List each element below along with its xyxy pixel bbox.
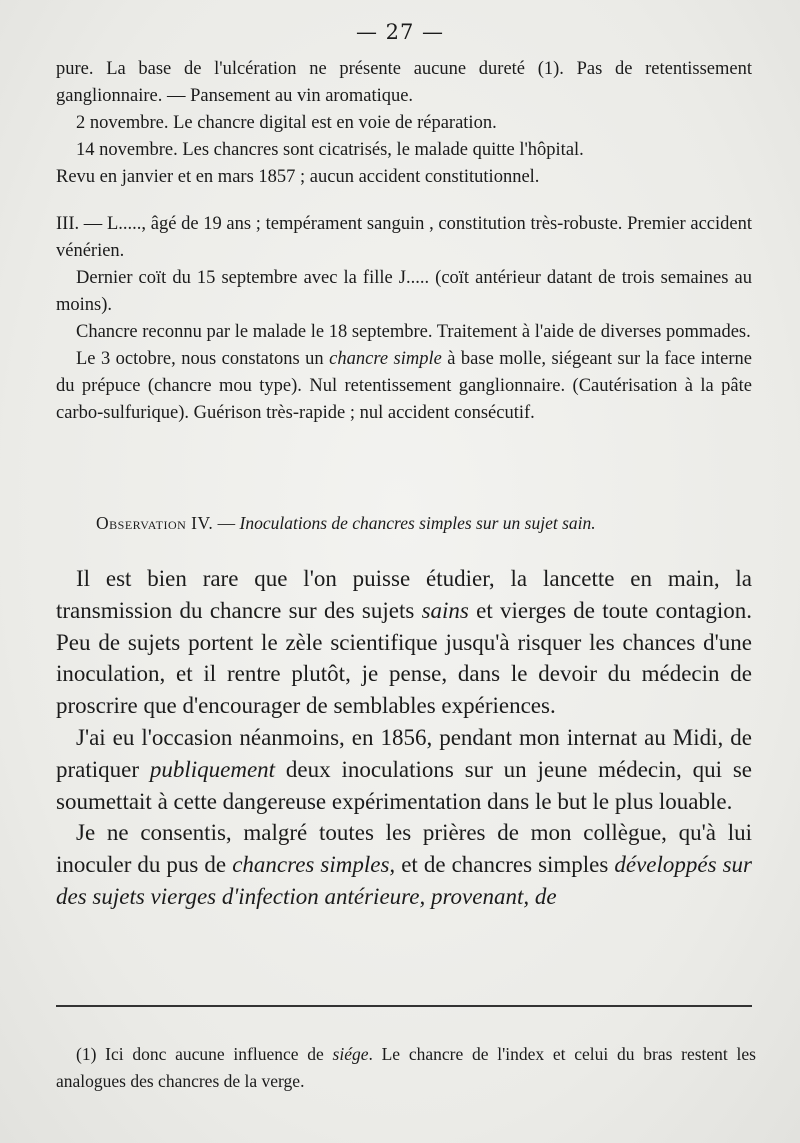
footnote-text-a: (1) Ici donc aucune influence de (76, 1044, 333, 1064)
footnote-rule (56, 1005, 752, 1007)
case-three-exam-text-a: Le 3 octobre, nous constatons un (76, 349, 330, 369)
footnote (56, 1041, 756, 1095)
body-p3-emphasis-1: chancres simples, (232, 852, 396, 878)
case-three-intro: III. — L....., âgé de 19 ans ; tempérament sanguin , constitution très-robuste. Premier accident vénérien. (56, 214, 752, 261)
observation-dash: — (213, 513, 240, 533)
footnote-text (56, 1041, 756, 1095)
case-three-last-coit: Dernier coït du 15 septembre avec la fille J..... (coït antérieur datant de trois semaines au moins). (56, 268, 752, 315)
footnote-text-b: . Le chancre de l'index et celui du bras restent les analogues des chancres de la verge. (56, 1044, 756, 1091)
paragraph-nov-2: 2 novembre. Le chancre digital est en voie de réparation. (76, 113, 497, 133)
observation-label: Observation IV. (96, 513, 214, 533)
case-three-recognized: Chancre reconnu par le malade le 18 septembre. Traitement à l'aide de diverses pommades. (76, 322, 751, 342)
body-paragraph-3 (56, 817, 752, 912)
case-three-section (56, 211, 752, 427)
top-section (56, 56, 752, 191)
case-three-exam-text-b: à base molle, siégeant sur la face interne du prépuce (chancre mou type). Nul retentissement ganglionnaire. (Cautérisation à la pâte carbo-sulfurique). Guérison très-rapide ; nul accident consécutif. (56, 349, 752, 423)
body-paragraph-2 (56, 722, 752, 817)
body-p2-emphasis: publiquement (149, 756, 276, 782)
body-p3-text-a: Je ne consentis, malgré toutes les prières de mon collègue, qu'à lui inoculer du pus de (56, 820, 752, 878)
observation-heading (96, 513, 756, 534)
body-p1-emphasis: sains (421, 597, 469, 623)
body-p1-text-a: Il est bien rare que l'on puisse étudier, la lancette en main, la transmission du chancre sur des sujets (56, 566, 752, 623)
body-p3-emphasis-2: développés sur des sujets vierges d'infection antérieure, provenant, de (56, 852, 753, 909)
page-number: — 27 — (355, 20, 445, 44)
body-p1-text-b: et vierges de toute contagion. Peu de sujets portent le zèle scientifique jusqu'à risquer les chances d'une inoculation, et il rentre plutôt, je pense, dans le devoir du médecin de proscrire que d'encourager de semblables expériences. (56, 597, 752, 719)
body-p3-text-b: et de chancres simples (395, 852, 615, 878)
case-three-exam (56, 346, 752, 427)
case-three-exam-emphasis: chancre simple (329, 349, 442, 369)
observation-title: Inoculations de chancres simples sur un sujet sain. (239, 513, 596, 533)
body-paragraph-1 (56, 563, 752, 722)
footnote-emphasis: siége (332, 1044, 369, 1064)
body-p2-text-b: deux inoculations sur un jeune médecin, qui se soumettait à cette dangereuse expérimentation dans le but le plus louable. (56, 756, 753, 814)
body-p2-text-a: J'ai eu l'occasion néanmoins, en 1856, pendant mon internat au Midi, de pratiquer (56, 724, 752, 782)
paragraph-pure: pure. La base de l'ulcération ne présente aucune dureté (1). Pas de retentissement ganglionnaire. — Pansement au vin aromatique. (56, 59, 752, 106)
main-body (56, 563, 752, 913)
paragraph-revu: Revu en janvier et en mars 1857 ; aucun accident constitutionnel. (56, 167, 540, 187)
paragraph-nov-14: 14 novembre. Les chancres sont cicatrisés, le malade quitte l'hôpital. (76, 140, 584, 160)
